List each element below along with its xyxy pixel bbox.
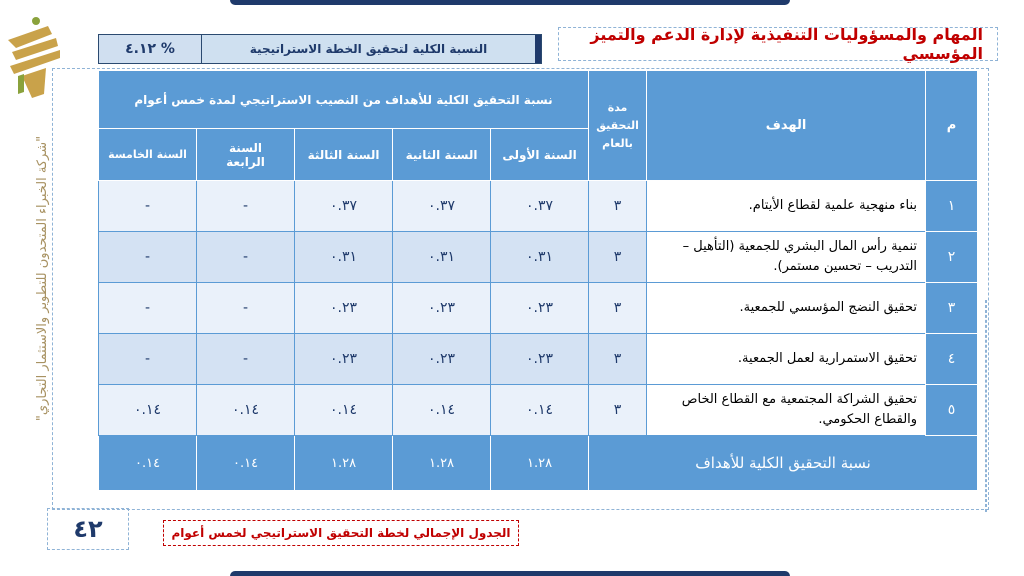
row-year-5: - xyxy=(99,283,197,334)
row-year-4: ٠.١٤ xyxy=(197,385,295,436)
table-row xyxy=(99,181,978,232)
table-caption-box xyxy=(163,520,519,546)
row-year-2: ٠.٢٣ xyxy=(393,334,491,385)
header-duration: مدة التحقيق بالعام xyxy=(589,71,647,181)
overall-accent-bar xyxy=(535,35,541,63)
header-group: نسبة التحقيق الكلية للأهداف من النصيب الاستراتيجي لمدة خمس أعوام xyxy=(99,71,589,129)
overall-percentage: ٤.١٢ % xyxy=(99,35,202,63)
total-year-4: ٠.١٤ xyxy=(197,436,295,491)
row-year-1: ٠.٣٧ xyxy=(491,181,589,232)
row-year-1: ٠.٣١ xyxy=(491,232,589,283)
total-year-3: ١.٢٨ xyxy=(295,436,393,491)
total-label: نسبة التحقيق الكلية للأهداف xyxy=(589,436,978,491)
header-year-5: السنة الخامسة xyxy=(99,129,197,181)
company-name-vertical: "شركة الخبراء المتحدون للتطوير والاستثمار التجاري" xyxy=(35,135,51,421)
total-row xyxy=(99,436,978,491)
total-year-2: ١.٢٨ xyxy=(393,436,491,491)
row-duration: ٣ xyxy=(589,385,647,436)
row-year-1: ٠.٢٣ xyxy=(491,283,589,334)
page-title: المهام والمسؤوليات التنفيذية لإدارة الدعم والتميز المؤسسي xyxy=(590,25,983,63)
row-year-2: ٠.٢٣ xyxy=(393,283,491,334)
strategic-plan-table xyxy=(98,70,978,491)
page-title-box xyxy=(558,27,998,61)
table-row xyxy=(99,283,978,334)
row-year-3: ٠.١٤ xyxy=(295,385,393,436)
row-index: ٢ xyxy=(926,232,978,283)
row-index: ٣ xyxy=(926,283,978,334)
row-year-2: ٠.٣١ xyxy=(393,232,491,283)
row-goal: تحقيق النضج المؤسسي للجمعية. xyxy=(647,283,926,334)
overall-label: النسبة الكلية لتحقيق الخطة الاستراتيجية xyxy=(202,35,535,63)
row-index: ١ xyxy=(926,181,978,232)
header-year-3: السنة الثالثة xyxy=(295,129,393,181)
table-row xyxy=(99,334,978,385)
top-decor-bar xyxy=(230,0,790,5)
total-year-1: ١.٢٨ xyxy=(491,436,589,491)
row-year-3: ٠.٣١ xyxy=(295,232,393,283)
header-year-1: السنة الأولى xyxy=(491,129,589,181)
row-year-5: - xyxy=(99,181,197,232)
row-year-4: - xyxy=(197,283,295,334)
row-goal: تحقيق الاستمرارية لعمل الجمعية. xyxy=(647,334,926,385)
page-number-box xyxy=(47,508,129,550)
header-index: م xyxy=(926,71,978,181)
row-year-4: - xyxy=(197,232,295,283)
row-duration: ٣ xyxy=(589,334,647,385)
row-duration: ٣ xyxy=(589,283,647,334)
header-year-4: السنة الرابعة xyxy=(197,129,295,181)
row-year-1: ٠.١٤ xyxy=(491,385,589,436)
table-row xyxy=(99,385,978,436)
row-year-3: ٠.٢٣ xyxy=(295,283,393,334)
row-year-2: ٠.٣٧ xyxy=(393,181,491,232)
company-logo xyxy=(2,12,62,100)
row-year-1: ٠.٢٣ xyxy=(491,334,589,385)
row-goal: تحقيق الشراكة المجتمعية مع القطاع الخاص والقطاع الحكومي. xyxy=(647,385,926,436)
header-year-2: السنة الثانية xyxy=(393,129,491,181)
row-duration: ٣ xyxy=(589,181,647,232)
row-index: ٤ xyxy=(926,334,978,385)
bottom-decor-bar xyxy=(230,571,790,576)
row-year-5: - xyxy=(99,334,197,385)
total-year-5: ٠.١٤ xyxy=(99,436,197,491)
table-row xyxy=(99,232,978,283)
row-year-5: ٠.١٤ xyxy=(99,385,197,436)
table-caption: الجدول الإجمالي لخطة التحقيق الاستراتيجي لخمس أعوام xyxy=(171,526,511,540)
overall-achievement-box xyxy=(98,34,542,64)
row-goal: بناء منهجية علمية لقطاع الأيتام. xyxy=(647,181,926,232)
row-year-4: - xyxy=(197,181,295,232)
row-year-4: - xyxy=(197,334,295,385)
row-index: ٥ xyxy=(926,385,978,436)
row-year-3: ٠.٣٧ xyxy=(295,181,393,232)
row-goal: تنمية رأس المال البشري للجمعية (التأهيل – التدريب – تحسين مستمر). xyxy=(647,232,926,283)
right-frame xyxy=(985,300,987,512)
row-year-5: - xyxy=(99,232,197,283)
row-year-3: ٠.٢٣ xyxy=(295,334,393,385)
row-year-2: ٠.١٤ xyxy=(393,385,491,436)
header-goal: الهدف xyxy=(647,71,926,181)
page-number: ٤٢ xyxy=(73,515,103,543)
row-duration: ٣ xyxy=(589,232,647,283)
